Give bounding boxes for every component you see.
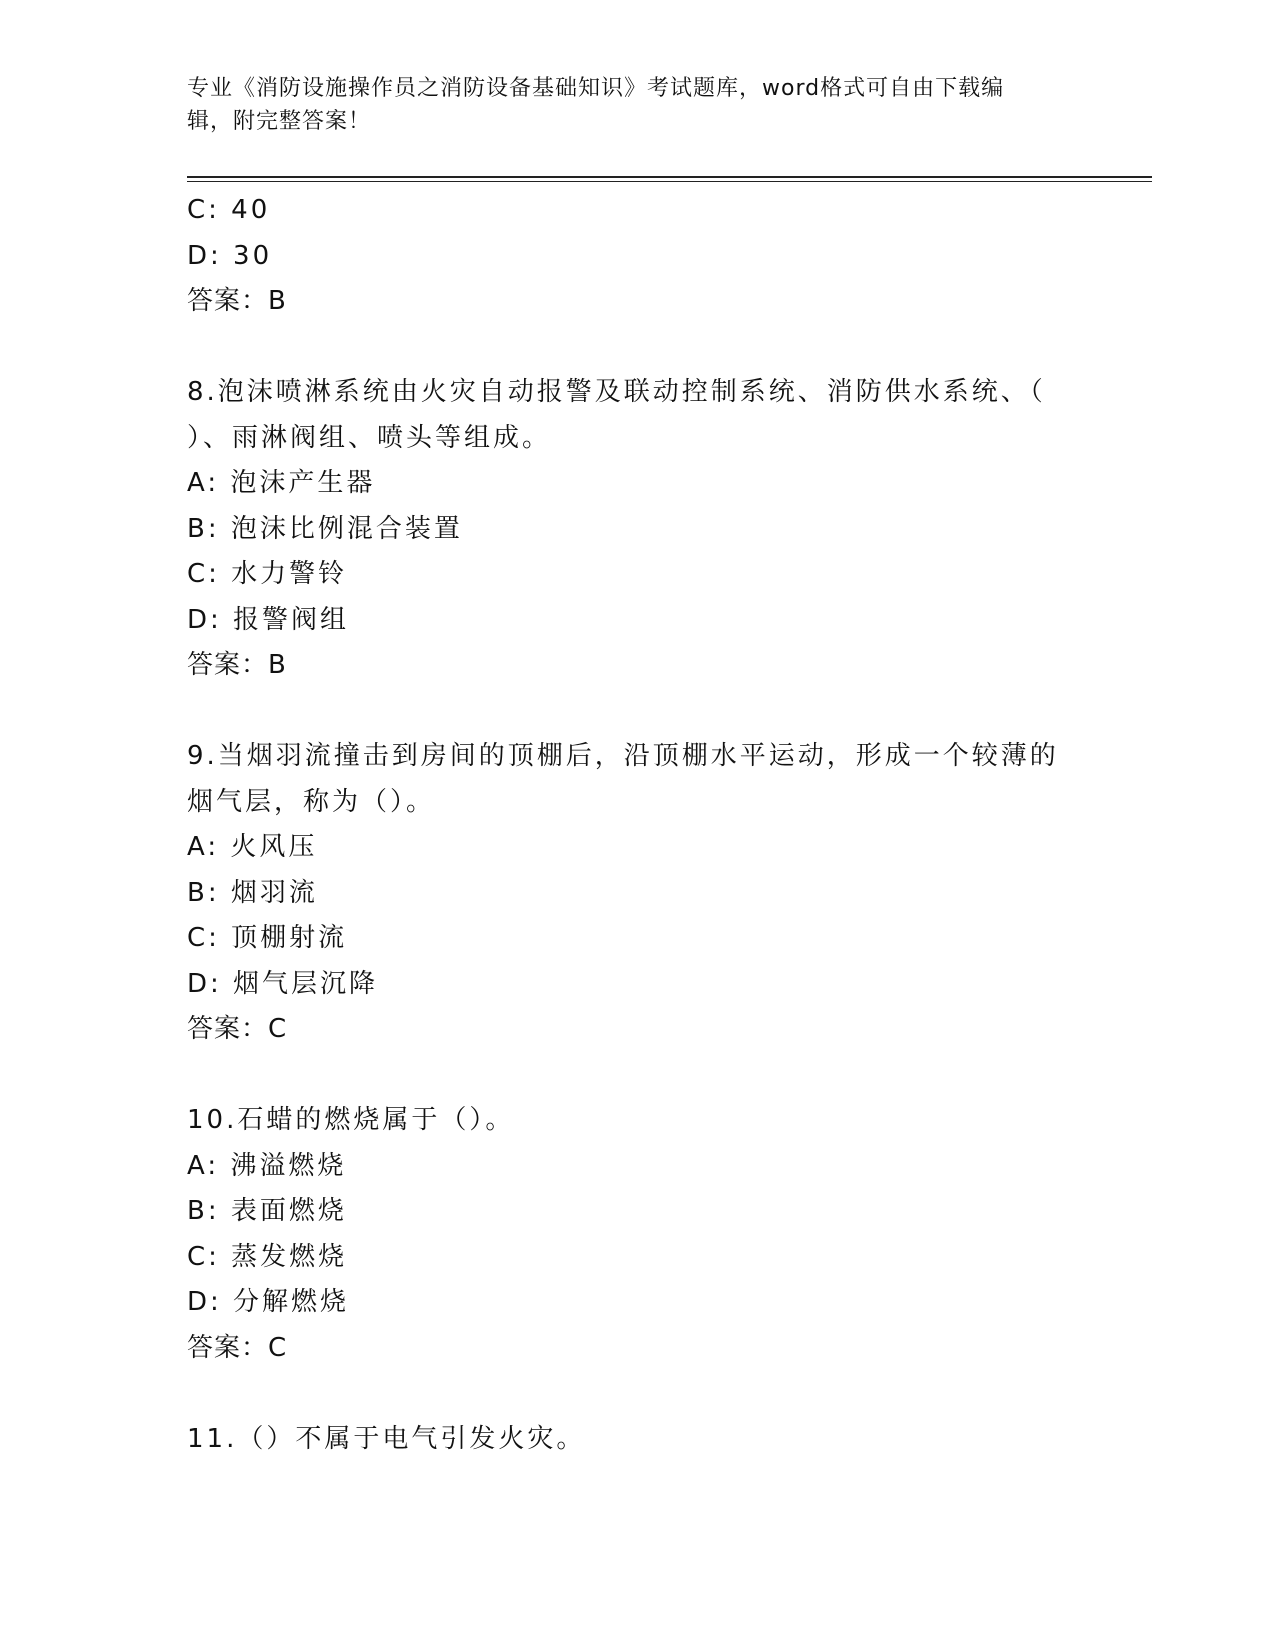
option-a: A: 火风压 <box>187 832 318 862</box>
question-8 <box>187 370 1067 689</box>
question-stem: 烟气层，称为（）。 <box>187 786 436 817</box>
option-c: C: 水力警铃 <box>187 559 348 589</box>
question-stem: ）、雨淋阀组、喷头等组成。 <box>187 422 552 453</box>
option-d: D: 报警阀组 <box>187 604 350 635</box>
answer: 答案：C <box>187 1332 288 1363</box>
option-c: C: 顶棚射流 <box>187 923 348 953</box>
option-a: A: 泡沫产生器 <box>187 468 376 498</box>
option-c: C: 40 <box>187 195 271 225</box>
question-stem: 9.当烟羽流撞击到房间的顶棚后，沿顶棚水平运动，形成一个较薄的 <box>187 741 1059 771</box>
question-7-continued <box>187 188 1067 325</box>
question-stem: 10.石蜡的燃烧属于（）。 <box>187 1105 515 1135</box>
header-rule-thick <box>187 176 1152 178</box>
option-b: B: 表面燃烧 <box>187 1196 347 1226</box>
question-stem: 8.泡沫喷淋系统由火灾自动报警及联动控制系统、消防供水系统、（ <box>187 377 1046 407</box>
option-d: D: 烟气层沉降 <box>187 968 379 999</box>
option-d: D: 30 <box>187 240 273 271</box>
question-stem: 11.（）不属于电气引发火灾。 <box>187 1423 586 1454</box>
spacer <box>187 689 1067 735</box>
answer: 答案：C <box>187 1014 288 1044</box>
option-c: C: 蒸发燃烧 <box>187 1241 348 1272</box>
spacer <box>187 325 1067 371</box>
page-header <box>187 72 1067 138</box>
option-a: A: 沸溢燃烧 <box>187 1150 347 1181</box>
header-line-2: 辑，附完整答案！ <box>187 109 372 134</box>
spacer <box>187 1371 1067 1417</box>
header-rule-thin <box>187 181 1152 182</box>
option-b: B: 烟羽流 <box>187 877 318 908</box>
answer: 答案：B <box>187 286 287 316</box>
option-d: D: 分解燃烧 <box>187 1287 350 1317</box>
question-11 <box>187 1417 1067 1463</box>
spacer <box>187 1053 1067 1099</box>
question-content <box>187 188 1067 1462</box>
option-b: B: 泡沫比例混合装置 <box>187 513 463 544</box>
question-9 <box>187 734 1067 1053</box>
question-10 <box>187 1098 1067 1371</box>
header-line-1: 专业《消防设施操作员之消防设备基础知识》考试题库，word格式可自由下载编 <box>187 76 1005 101</box>
answer: 答案：B <box>187 650 287 680</box>
